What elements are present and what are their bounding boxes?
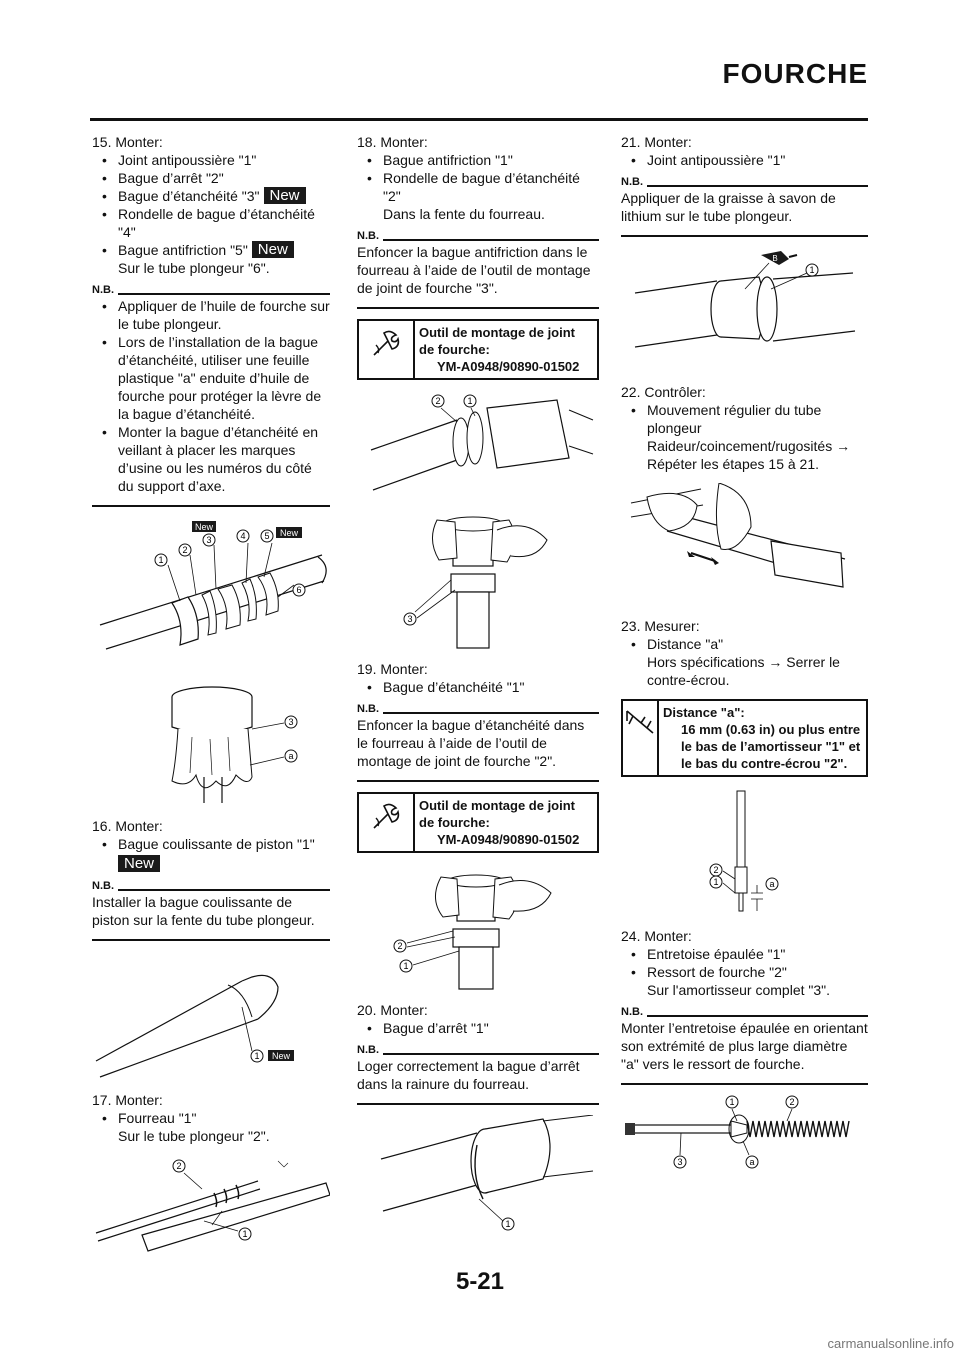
nb-heading: [621, 177, 868, 188]
step-22-item-1: • Mouvement régulier du tube plongeur: [621, 401, 868, 437]
spec-title: Distance "a":: [663, 705, 745, 720]
step-23-action: Serrer le contre-écrou.: [647, 654, 840, 688]
nb-heading: [357, 1045, 599, 1056]
nb-label: N.B.: [357, 703, 379, 715]
fig-dust-seal-grease: [621, 247, 868, 373]
tool-name-line2: de fourche:: [419, 815, 490, 830]
step-15-item-5: [92, 241, 330, 259]
callout-2: 2: [397, 941, 403, 951]
nb-note: [92, 285, 330, 507]
nb-body: Installer la bague coulissante de piston sur la fente du tube plongeur.: [92, 894, 315, 928]
callout-a: a: [288, 751, 294, 761]
nb-label: N.B.: [357, 230, 379, 242]
caliper-icon: [623, 701, 659, 775]
nb-heading: [621, 1007, 868, 1018]
step-21-item-1: • Joint antipoussière "1": [621, 151, 868, 169]
nb-item-3: • Monter la bague d’étanchéité en veillant à placer les marques d’usine ou les numéros du côté du support d’axe.: [92, 423, 330, 495]
column-3: [621, 133, 868, 1191]
callout-1: 1: [467, 396, 473, 406]
tool-text: [415, 794, 583, 851]
step-22-condition: Raideur/coincement/rugosités: [647, 438, 833, 454]
fig-new-label: New: [279, 528, 299, 538]
step-15-item-1: • Joint antipoussière "1": [92, 151, 330, 169]
spec-box: [621, 699, 868, 777]
nb-body: Enfoncer la bague d’étanchéité dans le fourreau à l’aide de l’outil de montage de joint de fourche "2".: [357, 717, 585, 769]
step-23-condition: Hors spécifications: [647, 654, 765, 670]
callout-a: a: [769, 879, 775, 889]
callout-3: 3: [288, 717, 294, 727]
callout-6: 6: [296, 585, 302, 595]
nb-label: N.B.: [92, 880, 114, 892]
spec-value: 16 mm (0.63 in) ou plus entre le bas de l’amortisseur "1" et le bas du contre-écrou "2".: [681, 722, 861, 771]
step-15-item-4: • Rondelle de bague d’étanchéité "4": [92, 205, 330, 241]
step-18-item-2: • Rondelle de bague d’étanchéité "2": [357, 169, 599, 205]
step-24-item-1: • Entretoise épaulée "1": [621, 945, 868, 963]
watermark: carmanualsonline.info: [827, 1336, 954, 1351]
callout-3: 3: [206, 535, 212, 545]
callout-1: 1: [729, 1097, 735, 1107]
tool-name-line2: de fourche:: [419, 342, 490, 357]
fig-antifriction-install: [357, 390, 599, 650]
step-15-item-3: [92, 187, 330, 205]
fig-oil-seal-install: [357, 863, 599, 991]
step-15-note: Sur le tube plongeur "6".: [118, 260, 270, 276]
step-24-item-2: • Ressort de fourche "2": [621, 963, 868, 981]
nb-body: Monter l’entretoise épaulée en orientant son extrémité de plus large diamètre "a" vers le ressort de fourche.: [621, 1020, 868, 1072]
callout-3: 3: [407, 614, 413, 624]
tool-box: [357, 319, 599, 380]
callout-1: 1: [158, 555, 164, 565]
nb-body: Appliquer de la graisse à savon de lithium sur le tube plongeur.: [621, 190, 836, 224]
step-17-note: Sur le tube plongeur "2".: [118, 1128, 270, 1144]
tool-box: [357, 792, 599, 853]
step-23-line-2: [621, 653, 868, 689]
callout-1: 1: [505, 1219, 511, 1229]
fig-new-label: New: [194, 522, 214, 532]
fig-stopper-ring: [357, 1115, 599, 1235]
spec-text: [659, 701, 866, 775]
callout-2: 2: [182, 545, 188, 555]
fig-smooth-movement-check: [621, 483, 868, 607]
nb-body: Enfoncer la bague antifriction dans le fourreau à l’aide de l’outil de montage de joint de fourche "3".: [357, 244, 591, 296]
tool-name-line1: Outil de montage de joint: [419, 798, 575, 813]
header-rule: [90, 118, 868, 121]
fig-piston-slide-bushing: [92, 951, 330, 1081]
wrench-icon: [359, 794, 415, 851]
fig-new-label: New: [271, 1051, 291, 1061]
tool-name-line1: Outil de montage de joint: [419, 325, 575, 340]
nb-note: [92, 881, 330, 941]
column-1: [92, 133, 330, 1265]
tool-part-number: YM-A0948/90890-01502: [437, 359, 580, 374]
nb-label: N.B.: [92, 284, 114, 296]
callout-2: 2: [789, 1097, 795, 1107]
step-20-item-1: • Bague d’arrêt "1": [357, 1019, 599, 1037]
nb-note: [621, 1007, 868, 1085]
callout-2: 2: [435, 396, 441, 406]
step-19-title: 19. Monter:: [357, 661, 428, 677]
fig-damper-spring: [621, 1095, 868, 1181]
callout-5: 5: [264, 531, 270, 541]
step-22-line-2: [621, 437, 868, 455]
step-15-title: 15. Monter:: [92, 134, 163, 150]
callout-3: 3: [677, 1157, 683, 1167]
nb-heading: [92, 285, 330, 296]
callout-1: 1: [254, 1051, 260, 1061]
nb-heading: [357, 231, 599, 242]
new-badge: New: [118, 855, 160, 872]
nb-body: Loger correctement la bague d’arrêt dans la rainure du fourreau.: [357, 1058, 580, 1092]
nb-heading: [357, 704, 599, 715]
step-24-title: 24. Monter:: [621, 928, 692, 944]
callout-1: 1: [403, 961, 409, 971]
nb-label: N.B.: [357, 1044, 379, 1056]
nb-item-2: • Lors de l’installation de la bague d’étanchéité, utiliser une feuille plastique "a" enduite d’huile de fourche pour protéger la lèvre de la bague d’étanchéité.: [92, 333, 330, 423]
arrow-icon: →: [836, 438, 851, 454]
grease-b-label: B: [772, 254, 778, 263]
callout-2: 2: [176, 1161, 182, 1171]
callout-4: 4: [240, 531, 246, 541]
nb-note: [621, 177, 868, 237]
step-23-item-1: • Distance "a": [621, 635, 868, 653]
step-19-item-1: • Bague d’étanchéité "1": [357, 678, 599, 696]
callout-1: 1: [242, 1229, 248, 1239]
column-2: [357, 133, 599, 1245]
arrow-icon: →: [768, 654, 783, 670]
new-badge: New: [264, 187, 306, 204]
nb-note: [357, 231, 599, 309]
callout-1: 1: [713, 877, 719, 887]
nb-note: [357, 1045, 599, 1105]
fig-seal-parts-on-tube: [92, 517, 330, 667]
nb-body: [92, 296, 330, 495]
step-17-title: 17. Monter:: [92, 1092, 163, 1108]
step-16-title: 16. Monter:: [92, 818, 163, 834]
step-23-title: 23. Mesurer:: [621, 618, 700, 634]
callout-2: 2: [713, 865, 719, 875]
step-22-line-3: Répéter les étapes 15 à 21.: [647, 456, 820, 472]
page-title: FOURCHE: [722, 58, 868, 89]
step-15-item-3-text: Bague d’étanchéité "3": [118, 188, 260, 204]
step-24-note: Sur l'amortisseur complet "3".: [647, 982, 831, 998]
new-badge: New: [252, 241, 294, 258]
step-17-item-1: • Fourreau "1": [92, 1109, 330, 1127]
step-18-title: 18. Monter:: [357, 134, 428, 150]
nb-heading: [92, 881, 330, 892]
step-22-title: 22. Contrôler:: [621, 384, 706, 400]
step-18-note: Dans la fente du fourreau.: [383, 206, 545, 222]
step-15-item-5-text: Bague antifriction "5": [118, 242, 248, 258]
step-21-title: 21. Monter:: [621, 134, 692, 150]
nb-item-1: • Appliquer de l’huile de fourche sur le tube plongeur.: [92, 297, 330, 333]
page-number: 5-21: [455, 1268, 505, 1295]
callout-a: a: [749, 1157, 755, 1167]
nb-note: [357, 704, 599, 782]
nb-label: N.B.: [621, 176, 643, 188]
step-20-title: 20. Monter:: [357, 1002, 428, 1018]
step-16-item-1: • Bague coulissante de piston "1": [92, 835, 330, 853]
fig-seal-plastic-sheet: [92, 677, 330, 807]
callout-1: 1: [809, 265, 815, 275]
tool-text: [415, 321, 583, 378]
nb-label: N.B.: [621, 1006, 643, 1018]
step-18-item-1: • Bague antifriction "1": [357, 151, 599, 169]
step-15-item-2: • Bague d’arrêt "2": [92, 169, 330, 187]
tool-part-number: YM-A0948/90890-01502: [437, 832, 580, 847]
fig-locknut-distance: [621, 787, 868, 917]
wrench-icon: [359, 321, 415, 378]
fig-outer-tube: [92, 1155, 330, 1255]
